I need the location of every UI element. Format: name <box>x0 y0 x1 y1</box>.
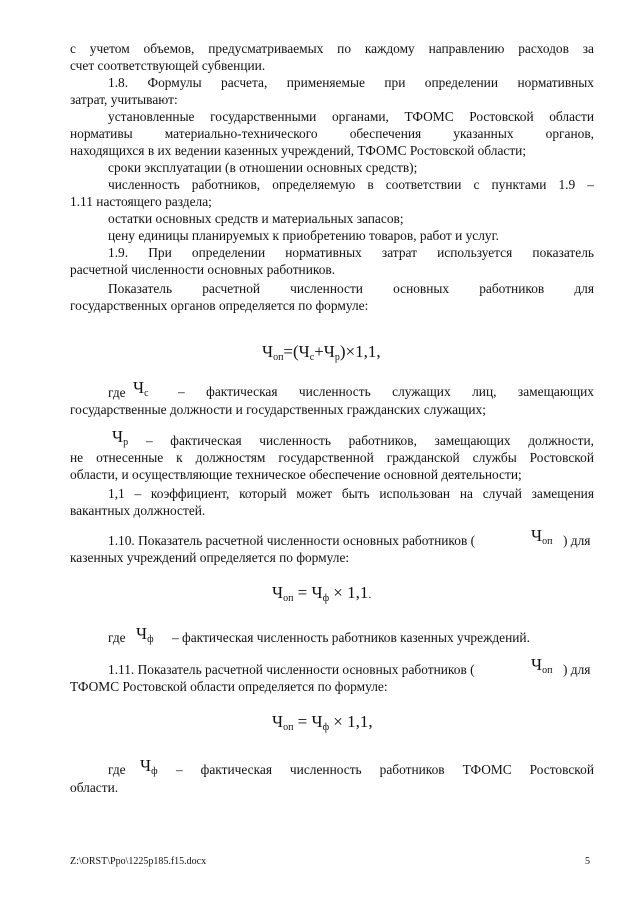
symbol-ch-s: $Ч_с$ <box>133 378 149 399</box>
where-line: где <box>108 385 126 400</box>
text-line: цену единицы планируемых к приобретению товаров, работ и услуг. <box>108 228 499 243</box>
text-line: казенных учреждений определяется по формуле: <box>70 550 350 565</box>
text-line: 1.10. Показатель расчетной численности основных работников ( <box>108 533 476 548</box>
text-line: вакантных должностей. <box>70 503 206 518</box>
formula-tfoms: $Ч_{оп} = Ч_ф \times 1,1$, <box>272 712 373 733</box>
text-line: находящихся в их ведении казенных учреждений, ТФОМС Ростовской области; <box>70 143 527 158</box>
text-line: – фактическая численность работников казенных учреждений. <box>172 630 530 645</box>
symbol-ch-r: $Ч_р$ <box>112 427 129 448</box>
symbol-ch-op: $Ч_{оп}$ <box>531 655 553 676</box>
text-line: 1.8. Формулы расчета, применяемые при определении нормативных <box>108 75 594 90</box>
text-line: численность работников, определяемую в соответствии с пунктами 1.9 – <box>108 177 594 192</box>
text-line: 1,1 – коэффициент, который может быть использован на случай замещения <box>108 486 594 501</box>
text-line: 1.9. При определении нормативных затрат используется показатель <box>108 245 594 260</box>
text-line: сроки эксплуатации (в отношении основных средств); <box>108 160 418 175</box>
text-line: ) для <box>563 662 591 677</box>
text-line: – фактическая численность работников ТФОМС Ростовской <box>176 762 594 777</box>
text-line: нормативы материально-технического обеспечения указанных органов, <box>70 126 594 141</box>
footer-file-path: Z:\ORST\Ppo\1225p185.f15.docx <box>70 856 207 867</box>
text-line: счет соответствующей субвенции. <box>70 58 266 73</box>
text-line: где <box>108 630 126 645</box>
text-line: ТФОМС Ростовской области определяется по формуле: <box>70 679 388 694</box>
formula-gov-bodies: $Ч_{оп}=(Ч_с+Ч_р)\times 1,1$, <box>262 342 381 363</box>
text-line: затрат, учитывают: <box>70 92 178 107</box>
page-number: 5 <box>585 856 590 867</box>
text-line: с учетом объемов, предусматриваемых по каждому направлению расходов за <box>70 41 594 56</box>
symbol-ch-f: $Ч_ф$ <box>140 756 158 777</box>
text-line: установленные государственными органами, ТФОМС Ростовской области <box>108 109 594 124</box>
text-line: – фактическая численность работников, замещающих должности, <box>146 433 594 448</box>
text-line: Показатель расчетной численности основных работников для <box>108 281 594 296</box>
formula-state-institutions: $Ч_{оп} = Ч_ф \times 1,1$. <box>272 583 372 604</box>
text-line: ) для <box>563 533 591 548</box>
symbol-ch-op: $Ч_{оп}$ <box>531 526 553 547</box>
text-line: остатки основных средств и материальных запасов; <box>108 211 404 226</box>
text-line: государственные должности и государственных гражданских служащих; <box>70 402 486 417</box>
text-line: не отнесенные к должностям государственной гражданской службы Ростовской <box>70 450 594 465</box>
text-line: 1.11. Показатель расчетной численности основных работников ( <box>108 662 475 677</box>
text-line: 1.11 настоящего раздела; <box>70 194 212 209</box>
text-line: – фактическая численность служащих лиц, замещающих <box>178 384 594 399</box>
text-line: области, и осуществляющие техническое обеспечение основной деятельности; <box>70 467 522 482</box>
text-line: расчетной численности основных работников. <box>70 262 336 277</box>
text-line: государственных органов определяется по формуле: <box>70 298 369 313</box>
text-line: области. <box>70 780 119 795</box>
symbol-ch-f: $Ч_ф$ <box>136 624 154 645</box>
text-line: где <box>108 762 126 777</box>
